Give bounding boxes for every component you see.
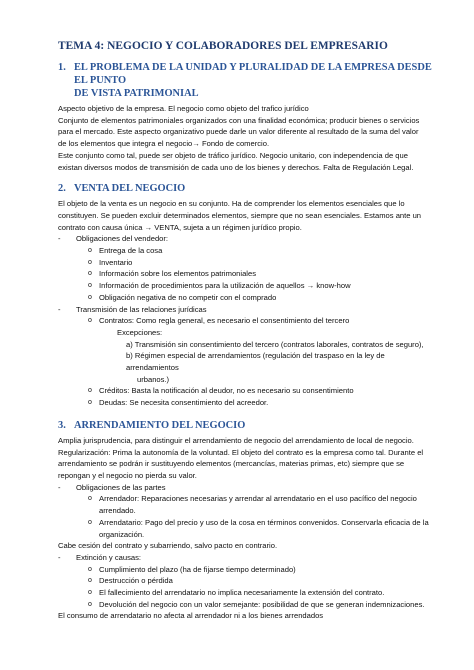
exception-a: a) Transmisión sin consentimiento del tercero (contratos laborales, contratos de seguro),	[126, 339, 424, 349]
dash-marker: -	[58, 234, 61, 244]
list-item: o Arrendatario: Pago del precio y uso de la cosa en términos convenidos. Conservarla eficacia de la	[88, 517, 429, 527]
list-item: o Devolución del negocio con un valor semejante: posibilidad de que se generan indemnizaciones.	[88, 599, 425, 609]
bullet-marker: o	[88, 258, 92, 266]
heading-line: EL PROBLEMA DE LA UNIDAD Y PLURALIDAD DE LA EMPRESA DESDE EL PUNTO	[74, 62, 432, 86]
bullet-marker: o	[88, 247, 92, 255]
section-number: 2.	[58, 183, 66, 195]
paragraph-line: Este conjunto como tal, puede ser objeto de tráfico jurídico. Negocio unitario, con independencia de que	[58, 150, 408, 160]
bullet-marker: o	[88, 600, 92, 608]
section-1-heading	[58, 61, 438, 100]
bullet-marker: o	[88, 399, 92, 407]
bullet-marker: o	[88, 495, 92, 503]
sub-list	[58, 315, 438, 327]
sub-list	[58, 385, 438, 408]
bullet-marker: o	[88, 317, 92, 325]
sub-list	[58, 245, 438, 304]
sub-list	[58, 517, 438, 529]
continuation-line: organización.	[99, 529, 145, 539]
exception-b: b) Régimen especial de arrendamientos (regulación del traspaso en la ley de arrendamientos	[126, 351, 385, 373]
section-1	[58, 61, 438, 173]
paragraph-line: El consumo de arrendatario no afecta al arrendador ni a los bienes arrendados	[58, 611, 324, 621]
continuation-line: arrendado.	[99, 506, 136, 516]
list-item: o Cumplimiento del plazo (ha de fijarse tiempo determinado)	[88, 564, 296, 574]
paragraph-line: Aspecto objetivo de la empresa. El negocio como objeto del trafico jurídico	[58, 104, 309, 113]
bullet-marker: o	[88, 565, 92, 573]
heading-text: VENTA DEL NEGOCIO	[74, 183, 186, 195]
bullet-marker: o	[88, 577, 92, 585]
heading-line: DE VISTA PATRIMONIAL	[74, 88, 199, 99]
paragraph-line: Regularización: Prima la autonomía de la voluntad. El objeto del contrato es la empresa como tal. Durante el	[58, 447, 424, 457]
heading-text: ARRENDAMIENTO DEL NEGOCIO	[74, 419, 246, 431]
list-item: o Destrucción o pérdida	[88, 576, 173, 586]
bullet-marker: o	[88, 293, 92, 301]
section-2	[58, 182, 438, 409]
section-3	[58, 419, 438, 622]
list-item: o Inventario	[88, 257, 133, 267]
dash-marker: -	[58, 482, 61, 492]
sub-list	[58, 564, 438, 611]
list-item: o El fallecimiento del arrendatario no implica necesariamente la extensión del contrato.	[88, 588, 385, 598]
bullet-marker: o	[88, 282, 92, 290]
paragraph-line: repongan y el negocio no pierda su valor.	[58, 470, 197, 480]
list-item: o Deudas: Se necesita consentimiento del acreedor.	[88, 398, 269, 408]
excepciones-label: Excepciones:	[117, 327, 163, 337]
paragraph-line: existan diversos modos de transmisión de cada uno de los bienes y derechos. Falta de Regulación Legal.	[58, 162, 414, 172]
paragraph-line: contrato con causa única → VENTA, sujeta a un régimen jurídico propio.	[58, 222, 302, 232]
list-item: - Transmisión de las relaciones jurídicas	[58, 304, 207, 314]
dash-marker: -	[58, 552, 61, 562]
section-number: 3.	[58, 419, 66, 431]
list-item: o Información de procedimientos para la utilización de aquellos → know-how	[88, 281, 351, 291]
paragraph-line: arrendamiento se podrán ir sustituyendo elementos (mercancías, materias primas, etc) siempre que se	[58, 459, 405, 469]
section-number: 1.	[58, 62, 66, 73]
list-item: o Créditos: Basta la notificación al deudor, no es necesario su consentimiento	[88, 386, 354, 396]
paragraph-line: Conjunto de elementos patrimoniales organizados con una finalidad económica; producir bienes o servicios	[58, 115, 420, 125]
paragraph-line: para el mercado. Este aspecto organizativo puede darle un valor diferente al resultado de la suma del valor	[58, 127, 419, 137]
bullet-marker: o	[88, 518, 92, 526]
list-item: o Obligación negativa de no competir con el comprado	[88, 292, 277, 302]
section-3-heading	[58, 419, 438, 432]
list-item: o Información sobre los elementos patrimoniales	[88, 269, 257, 279]
list-item: - Obligaciones del vendedor:	[58, 234, 169, 244]
dash-marker: -	[58, 304, 61, 314]
paragraph-line: El objeto de la venta es un negocio en su conjunto. Ha de comprender los elementos esenciales que lo	[58, 199, 405, 209]
exception-b-cont: urbanos.)	[137, 374, 170, 384]
paragraph-line: constituyen. Se pueden excluir determinados elementos, siempre que no sean esenciales. Estamos ante un	[58, 210, 422, 220]
list-item: o Arrendador: Reparaciones necesarias y arrendar al arrendatario en el uso pacífico del negocio	[88, 494, 417, 504]
bullet-marker: o	[88, 270, 92, 278]
bullet-marker: o	[88, 589, 92, 597]
section-2-heading	[58, 182, 438, 195]
list-item: - Extinción y causas:	[58, 552, 141, 562]
paragraph-line: de los elementos que integra el negocio→ Fondo de comercio.	[58, 139, 270, 149]
sub-list	[58, 493, 438, 505]
list-item: - Obligaciones de las partes	[58, 482, 166, 492]
bullet-marker: o	[88, 387, 92, 395]
paragraph-line: Cabe cesión del contrato y subarriendo, salvo pacto en contrario.	[58, 541, 278, 551]
document-title: TEMA 4: NEGOCIO Y COLABORADORES DEL EMPRESARIO	[58, 40, 388, 52]
list-item: o Entrega de la cosa	[88, 246, 163, 256]
paragraph-line: Amplia jurisprudencia, para distinguir el arrendamiento de negocio del arrendamiento de local de negocio.	[58, 435, 414, 445]
list-item: o Contratos: Como regla general, es necesario el consentimiento del tercero	[88, 316, 350, 326]
